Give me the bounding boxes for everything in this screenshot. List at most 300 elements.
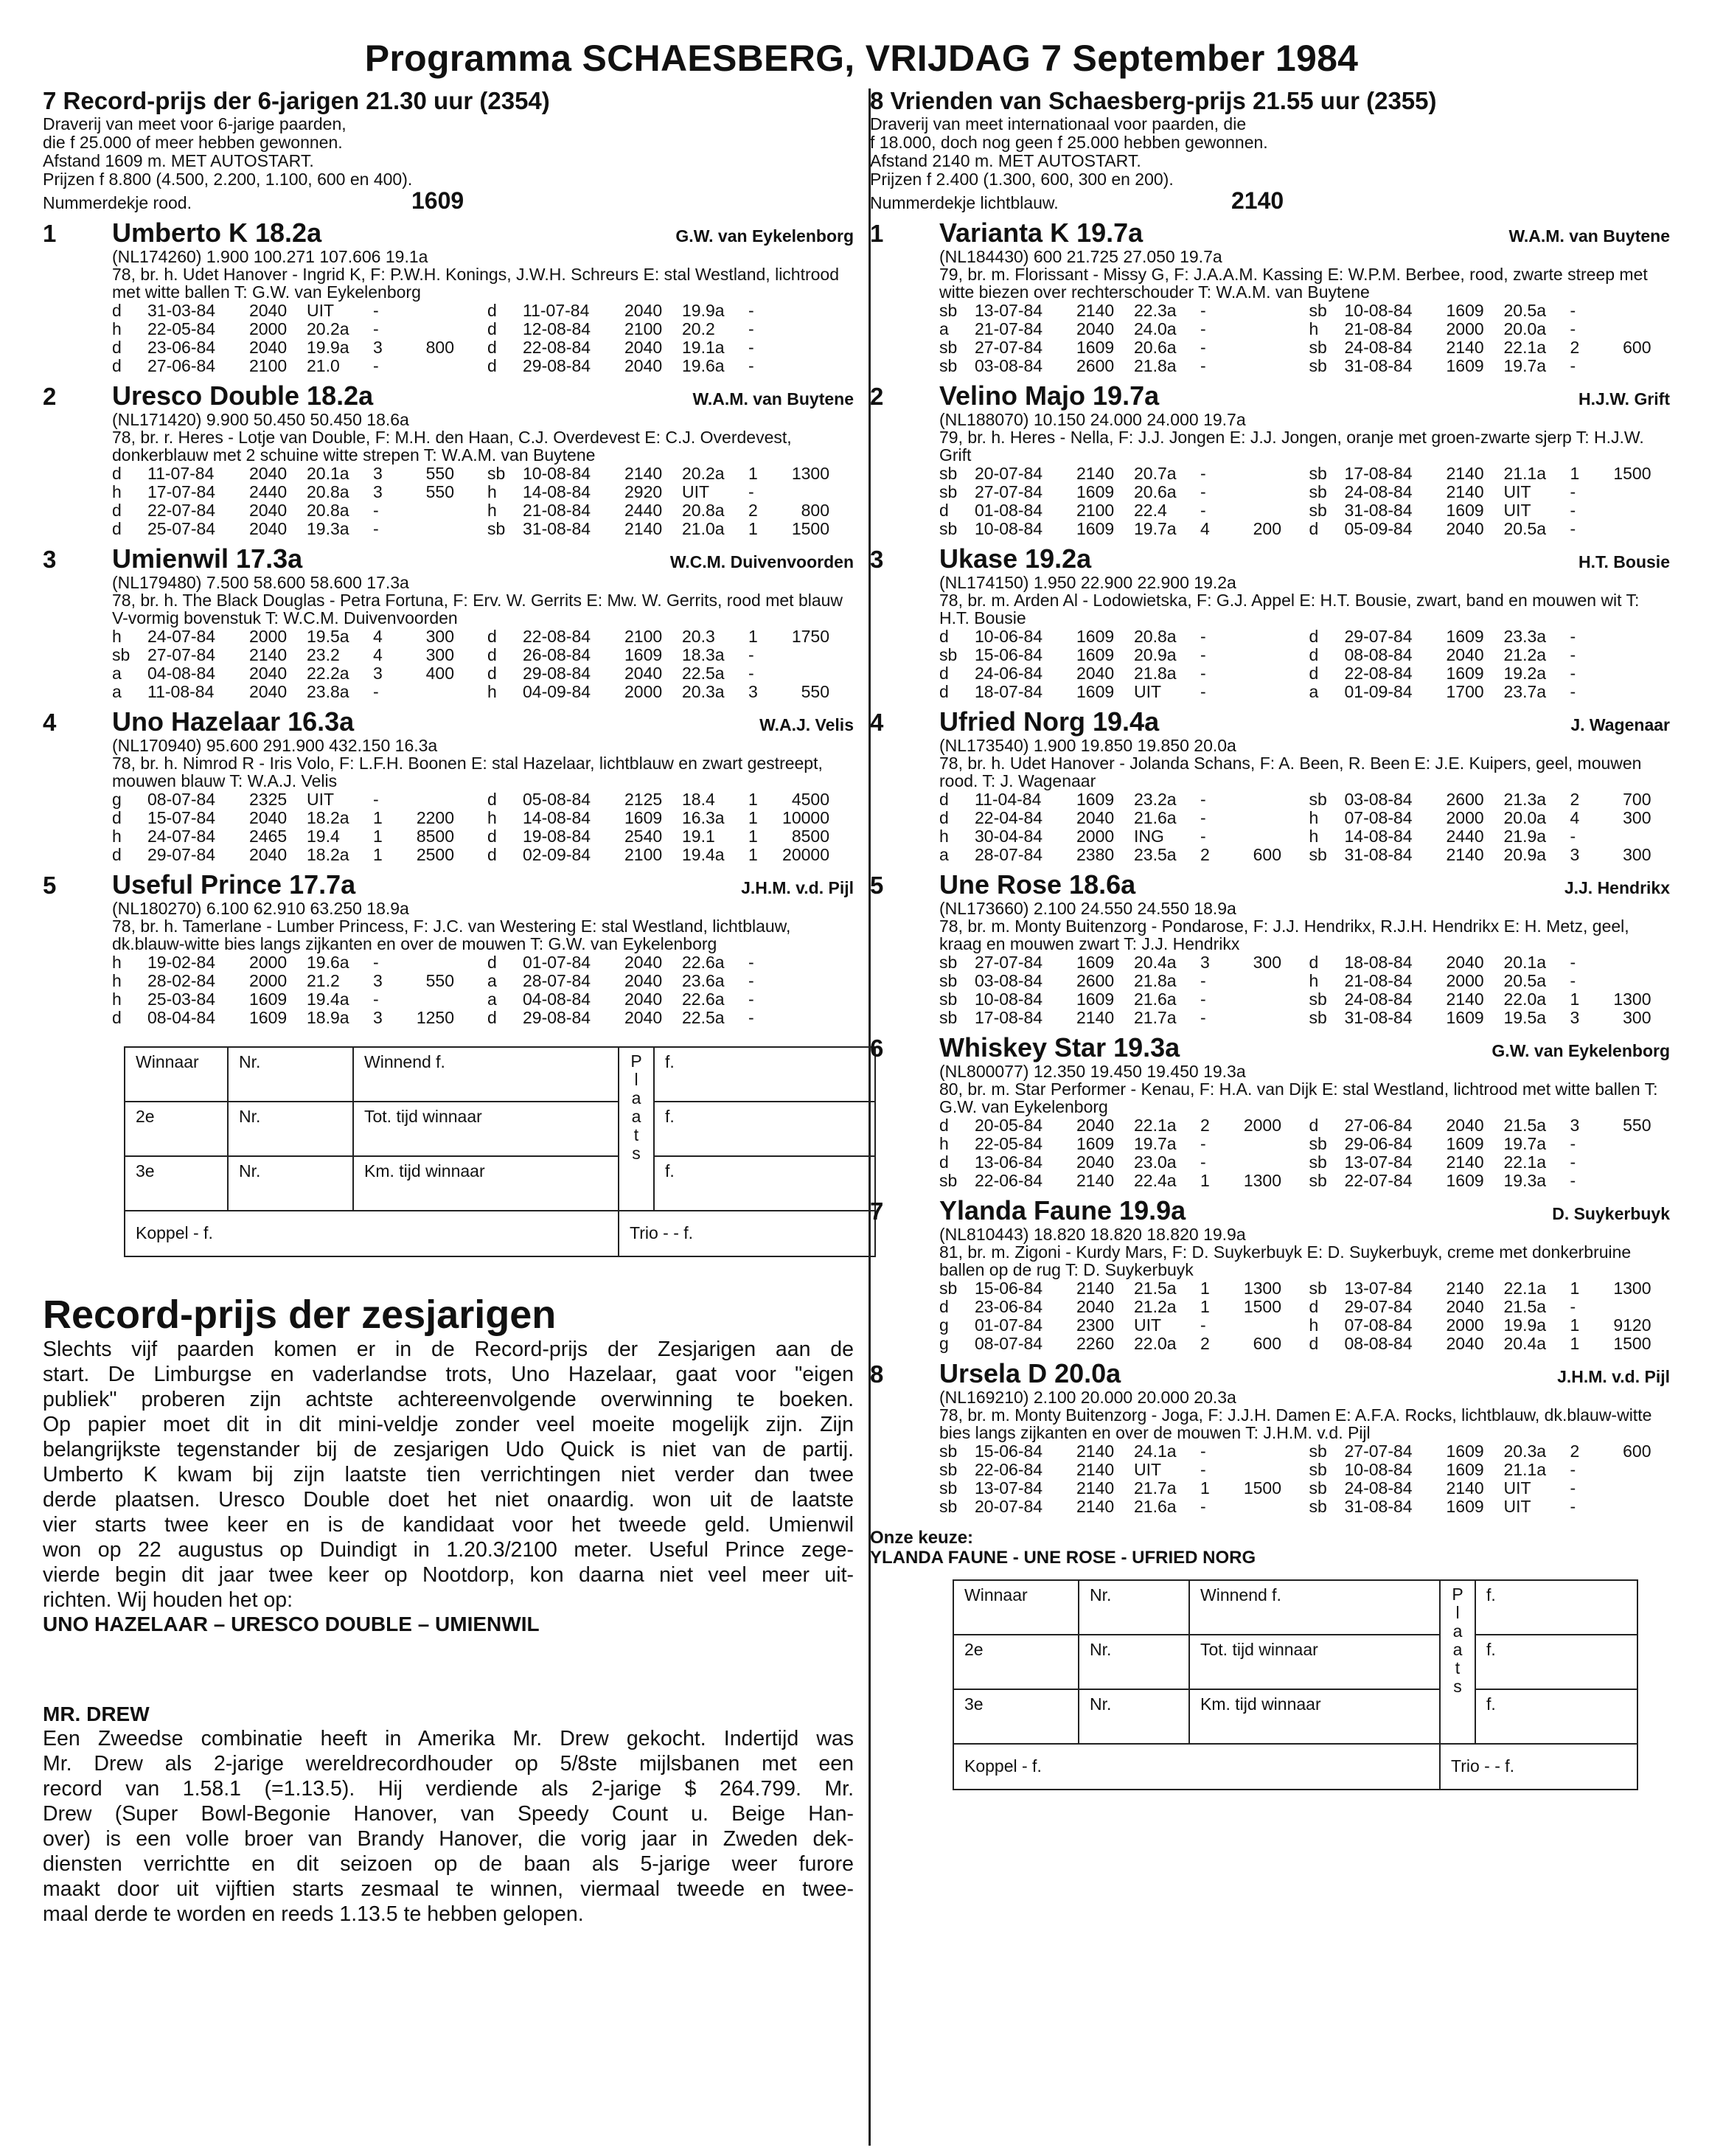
start-cell: 30-04-84 (975, 827, 1043, 846)
race-info-line: Nummerdekje lichtblauw. (870, 193, 1059, 212)
horse-number: 3 (870, 546, 884, 573)
start-cell: 23-06-84 (975, 1297, 1043, 1316)
tot-tijd-label: Tot. tijd winnaar (1189, 1635, 1440, 1689)
plaats-label (619, 1047, 654, 1211)
start-row (939, 357, 1301, 375)
start-results (939, 627, 1670, 701)
start-cell: d (112, 1008, 122, 1027)
start-cell: - (1200, 1497, 1206, 1516)
start-row (939, 1461, 1301, 1479)
winnaar-label: Winnaar (953, 1580, 1079, 1635)
start-cell: 550 (425, 464, 454, 483)
start-cell: 20.0a (1503, 808, 1547, 827)
start-cell: 1609 (1076, 790, 1115, 809)
start-cell: 01-07-84 (523, 953, 591, 972)
start-cell: - (1570, 1478, 1576, 1498)
start-cell: h (112, 953, 122, 972)
start-results (939, 302, 1670, 375)
race-heading: 8 Vrienden van Schaesberg-prijs 21.55 uur (2355) (870, 87, 1437, 114)
start-cell: 21.6a (1134, 990, 1177, 1009)
start-cell: 4 (1570, 808, 1580, 827)
start-cell: 22-04-84 (975, 808, 1043, 827)
horse-number: 4 (43, 709, 57, 736)
start-cell (778, 646, 829, 664)
start-row (939, 501, 1301, 520)
start-cell: - (748, 338, 754, 357)
start-cell: 19.1a (682, 338, 725, 357)
horse-entry (870, 1196, 1670, 1353)
start-cell: sb (1309, 301, 1327, 320)
start-cell: 21.6a (1134, 808, 1177, 827)
start-cell: 22-06-84 (975, 1171, 1043, 1190)
start-cell: 21.5a (1503, 1297, 1547, 1316)
start-cell: g (939, 1334, 949, 1353)
start-cell: 2 (1570, 338, 1580, 357)
start-cell: 22.5a (682, 1008, 725, 1027)
start-cell: 20-07-84 (975, 464, 1043, 483)
start-cell: d (112, 464, 122, 483)
start-cell: sb (1309, 1279, 1327, 1298)
start-cell (778, 302, 829, 320)
start-row (112, 627, 478, 646)
horse-trainer: W.C.M. Duivenvoorden (669, 552, 854, 571)
winnend-label: Winnend f. (1189, 1580, 1440, 1635)
start-cell: 23.7a (1503, 682, 1547, 701)
start-row (487, 664, 854, 683)
start-cell: 2 (1200, 1334, 1210, 1353)
start-cell: - (1570, 664, 1576, 683)
start-cell: 1300 (791, 464, 829, 483)
start-cell: 22.1a (1134, 1116, 1177, 1135)
start-row (487, 846, 854, 864)
start-cell: 20.5a (1503, 301, 1547, 320)
start-cell: sb (1309, 464, 1327, 483)
start-row (1309, 646, 1671, 664)
start-cell: 22.4 (1134, 501, 1167, 520)
nr-label: Nr. (228, 1156, 353, 1211)
start-row (112, 357, 478, 375)
race-heading: 7 Record-prijs der 6-jarigen 21.30 uur (2354) (43, 87, 550, 114)
start-cell: 17-08-84 (975, 1008, 1043, 1027)
text-line: diensten verrichtte en dit seizoen op de baan als 5-jarige weer furore (43, 1852, 854, 1876)
start-cell: - (1200, 1134, 1206, 1153)
tweede-label: 2e (953, 1635, 1079, 1689)
start-cell: 10-08-84 (523, 464, 591, 483)
text-line: Umberto K kwam bij zijn laatste tien verrichtingen niet verder dan twee (43, 1463, 854, 1486)
start-cell: 1609 (1446, 1171, 1484, 1190)
start-cell (1600, 1461, 1651, 1479)
start-cell: a (112, 664, 122, 683)
horse-trainer: J.J. Hendrikx (1564, 878, 1670, 897)
start-cell: 19.1 (682, 827, 715, 846)
start-row (112, 646, 478, 664)
start-row (112, 953, 478, 972)
start-cell (1600, 1153, 1651, 1172)
start-cell: 10-06-84 (975, 627, 1043, 646)
start-cell: 2380 (1076, 845, 1115, 864)
start-cell: UIT (1134, 682, 1162, 701)
start-cell: 1 (1570, 990, 1580, 1009)
start-cell: sb (1309, 790, 1327, 809)
start-row (112, 972, 478, 990)
start-cell: 08-08-84 (1344, 1334, 1413, 1353)
start-cell (1230, 1153, 1281, 1172)
start-cell: 2040 (249, 519, 288, 538)
start-cell: 21.3a (1503, 790, 1547, 809)
start-cell: 29-08-84 (523, 356, 591, 375)
start-cell: - (1200, 645, 1206, 664)
start-cell: - (1570, 501, 1576, 520)
start-cell: - (1200, 990, 1206, 1009)
start-cell: 19.3a (1503, 1171, 1547, 1190)
start-cell: 1 (373, 827, 383, 846)
start-cell: 2600 (1076, 356, 1115, 375)
mr-drew-body (43, 1726, 854, 1927)
start-cell: 23-06-84 (147, 338, 216, 357)
start-cell (1230, 501, 1281, 520)
start-cell: - (1570, 1152, 1576, 1172)
left-column (43, 87, 854, 1927)
f-label: f. (1475, 1580, 1637, 1635)
start-cell: 1609 (1076, 645, 1115, 664)
start-cell (1230, 627, 1281, 646)
start-row (112, 827, 478, 846)
horse-number: 2 (870, 383, 884, 410)
start-cell: 21-08-84 (1344, 319, 1413, 338)
start-cell: 4 (373, 627, 383, 646)
start-cell: 13-07-84 (1344, 1279, 1413, 1298)
start-cell: h (487, 501, 497, 520)
start-cell: 18.3a (682, 645, 725, 664)
nr-label: Nr. (228, 1047, 353, 1102)
horse-header (939, 218, 1670, 248)
horse-header (939, 1196, 1670, 1225)
start-cell: 2140 (1076, 1008, 1115, 1027)
start-row (939, 1172, 1301, 1190)
start-cell: d (112, 356, 122, 375)
start-cell: h (112, 627, 122, 646)
start-cell: - (1570, 482, 1576, 501)
horse-stats: (NL169210) 2.100 20.000 20.000 20.3a (939, 1388, 1236, 1407)
start-cell (1600, 627, 1651, 646)
start-cell: 03-08-84 (975, 356, 1043, 375)
start-cell: 1500 (1243, 1478, 1281, 1498)
start-cell: d (487, 338, 497, 357)
start-cell: 20.3a (682, 682, 725, 701)
start-cell: sb (939, 1478, 958, 1498)
start-row (112, 465, 478, 483)
start-row (1309, 1116, 1671, 1135)
start-cell: h (939, 1134, 949, 1153)
horse-header (939, 1033, 1670, 1063)
start-cell: - (1200, 1460, 1206, 1479)
start-cell: 31-08-84 (1344, 501, 1413, 520)
start-row (939, 1335, 1301, 1353)
start-cell: - (1570, 627, 1576, 646)
start-cell: - (1200, 808, 1206, 827)
start-row (1309, 827, 1671, 846)
start-cell: 21.1a (1503, 1460, 1547, 1479)
start-cell: sb (1309, 482, 1327, 501)
start-cell: 2040 (1446, 1116, 1484, 1135)
start-cell: 1609 (1446, 1008, 1484, 1027)
start-cell: 1 (1570, 1315, 1580, 1335)
start-cell: 31-03-84 (147, 301, 216, 320)
start-cell: 20.4a (1503, 1334, 1547, 1353)
start-cell: 22.5a (682, 664, 725, 683)
start-cell (1230, 465, 1281, 483)
start-cell: 21.7a (1134, 1008, 1177, 1027)
start-row (939, 683, 1301, 701)
start-row (112, 809, 478, 827)
start-cell: 1 (748, 519, 758, 538)
horse-header (112, 381, 854, 411)
start-cell: h (112, 482, 122, 501)
start-cell: UIT (1503, 482, 1531, 501)
start-cell: 01-08-84 (975, 501, 1043, 520)
start-cell: d (939, 682, 949, 701)
race-distance: 2140 (1231, 187, 1284, 214)
start-cell: 18.9a (307, 1008, 349, 1027)
start-cell: 1609 (1076, 953, 1115, 972)
start-cell: 15-06-84 (975, 645, 1043, 664)
start-cell (1600, 646, 1651, 664)
start-row (1309, 1498, 1671, 1516)
start-row (487, 790, 854, 809)
start-row (939, 627, 1301, 646)
start-cell: 1609 (1446, 664, 1484, 683)
start-cell: 2140 (1446, 990, 1484, 1009)
start-cell: h (1309, 808, 1319, 827)
start-row (939, 1116, 1301, 1135)
start-cell: 24.0a (1134, 319, 1177, 338)
start-cell: h (1309, 319, 1319, 338)
plaats-vertical-text: P l a a t s (630, 1051, 642, 1163)
start-cell: 2040 (1076, 319, 1115, 338)
start-row (939, 646, 1301, 664)
horse-list (870, 218, 1670, 1516)
start-cell: 3 (1570, 1116, 1580, 1135)
start-cell (778, 357, 829, 375)
start-cell: 1609 (1446, 1442, 1484, 1461)
start-cell: 07-08-84 (1344, 808, 1413, 827)
start-cell: 1 (748, 845, 758, 864)
start-cell: 21.6a (1134, 1497, 1177, 1516)
start-row (939, 809, 1301, 827)
start-cell: 21.9a (1503, 827, 1547, 846)
start-cell (1230, 809, 1281, 827)
start-cell: d (487, 664, 497, 683)
start-cell: 28-07-84 (523, 971, 591, 990)
f-label: f. (654, 1102, 875, 1156)
start-cell: h (939, 827, 949, 846)
start-cell: 23.8a (307, 682, 349, 701)
start-cell (1600, 683, 1651, 701)
start-cell: 20.2 (682, 319, 715, 338)
start-cell: 1609 (249, 1008, 288, 1027)
start-cell: 550 (425, 482, 454, 501)
start-cell: 1609 (1076, 519, 1115, 538)
start-cell: 21.2 (307, 971, 340, 990)
start-cell: 1 (373, 845, 383, 864)
start-cell: 2040 (249, 845, 288, 864)
horse-name: Velino Majo 19.7a (939, 380, 1160, 411)
start-cell: 22.2a (307, 664, 349, 683)
start-cell: 2040 (249, 338, 288, 357)
start-cell: 1300 (1613, 1279, 1651, 1298)
start-cell: d (487, 627, 497, 646)
start-cell: 2140 (1076, 464, 1115, 483)
start-cell: 19.4a (307, 990, 349, 1009)
start-cell: - (1570, 645, 1576, 664)
start-cell: 1 (1200, 1297, 1210, 1316)
start-row (1309, 627, 1671, 646)
start-row (939, 790, 1301, 809)
start-cell: 1 (748, 827, 758, 846)
start-row (112, 302, 478, 320)
start-cell: - (1570, 827, 1576, 846)
start-cell: - (1200, 1315, 1206, 1335)
start-cell (1230, 683, 1281, 701)
horse-name: Whiskey Star 19.3a (939, 1032, 1180, 1063)
start-row (1309, 1479, 1671, 1498)
start-cell (778, 1009, 829, 1027)
start-cell: 1609 (1446, 1460, 1484, 1479)
horse-number: 8 (870, 1360, 884, 1388)
start-cell: 21.5a (1503, 1116, 1547, 1135)
start-cell: 2440 (249, 482, 288, 501)
start-cell (1230, 972, 1281, 990)
right-column (870, 87, 1670, 1790)
start-cell: 24-07-84 (147, 827, 216, 846)
horse-name: Varianta K 19.7a (939, 218, 1144, 248)
start-cell: 22-06-84 (975, 1460, 1043, 1479)
race-info (870, 115, 1670, 212)
start-cell: 2040 (1446, 1297, 1484, 1316)
start-cell: 2140 (1076, 1460, 1115, 1479)
start-row (112, 483, 478, 501)
start-cell: 1500 (1243, 1297, 1281, 1316)
start-cell: 23.2a (1134, 790, 1177, 809)
start-cell: - (1200, 627, 1206, 646)
start-cell (403, 357, 454, 375)
horse-description: 81, br. m. Zigoni - Kurdy Mars, F: D. Suykerbuyk E: D. Suykerbuyk, creme met donkerbruine ballen op de rug T: D. Suykerbuyk (939, 1242, 1632, 1279)
start-cell: d (939, 1152, 949, 1172)
start-cell (403, 990, 454, 1009)
start-cell (1230, 990, 1281, 1009)
start-row (112, 1009, 478, 1027)
start-row (487, 357, 854, 375)
text-line: record van 1.58.1 (=1.13.5). Hij verdiende als 2-jarige $ 264.799. Mr. (43, 1777, 854, 1801)
start-cell: 700 (1623, 790, 1651, 809)
start-cell: 22.1a (1503, 1152, 1547, 1172)
start-row (939, 1316, 1301, 1335)
horse-entry (870, 218, 1670, 375)
start-cell: 550 (801, 682, 829, 701)
start-cell: 20-07-84 (975, 1497, 1043, 1516)
start-cell: 2000 (1446, 808, 1484, 827)
start-results (112, 953, 854, 1027)
start-cell: 28-07-84 (975, 845, 1043, 864)
start-cell: 23.0a (1134, 1152, 1177, 1172)
start-cell: 2040 (1076, 808, 1115, 827)
start-cell: 04-09-84 (523, 682, 591, 701)
start-row (1309, 683, 1671, 701)
start-cell: 1 (1570, 1279, 1580, 1298)
race-info-line: f 18.000, doch nog geen f 25.000 hebben gewonnen. (870, 133, 1268, 152)
start-cell: 22.0a (1503, 990, 1547, 1009)
start-cell: - (1570, 971, 1576, 990)
start-row (939, 320, 1301, 338)
start-row (112, 320, 478, 338)
start-cell: sb (939, 482, 958, 501)
text-line: start. De Limburgse en vaderlandse trots, Uno Hazelaar, gaat voor "eigen (43, 1363, 854, 1386)
start-cell: 2140 (1076, 1478, 1115, 1498)
horse-entry (43, 381, 854, 538)
start-row (939, 465, 1301, 483)
start-cell: 28-02-84 (147, 971, 216, 990)
start-cell: UIT (307, 301, 335, 320)
start-cell: 20.6a (1134, 482, 1177, 501)
start-cell: 2040 (249, 808, 288, 827)
start-cell: 20.5a (1503, 971, 1547, 990)
start-cell: sb (1309, 1134, 1327, 1153)
start-cell (1600, 1135, 1651, 1153)
horse-trainer: W.A.J. Velis (759, 715, 854, 734)
start-cell: sb (939, 1442, 958, 1461)
start-cell: - (748, 971, 754, 990)
start-cell: 20.4a (1134, 953, 1177, 972)
start-cell (1600, 302, 1651, 320)
start-cell: 2040 (249, 682, 288, 701)
start-cell: 4 (1200, 519, 1210, 538)
start-cell: 1 (1570, 464, 1580, 483)
start-cell: 22-08-84 (523, 627, 591, 646)
start-cell: d (1309, 1334, 1319, 1353)
start-cell: - (748, 953, 754, 972)
horse-number: 1 (870, 220, 884, 247)
horse-trainer: W.A.M. van Buytene (692, 389, 854, 408)
horse-number: 6 (870, 1034, 884, 1062)
start-cell: 3 (1570, 845, 1580, 864)
article-pick: UNO HAZELAAR – URESCO DOUBLE – UMIENWIL (43, 1613, 540, 1635)
start-cell: 17-08-84 (1344, 464, 1413, 483)
start-cell: 2140 (1446, 482, 1484, 501)
winnaar-label: Winnaar (125, 1047, 228, 1102)
start-cell: 20.1a (307, 464, 349, 483)
start-cell: 2140 (1076, 301, 1115, 320)
start-cell: sb (939, 301, 958, 320)
start-cell: 10-08-84 (975, 519, 1043, 538)
start-row (939, 990, 1301, 1009)
start-cell: 1609 (1076, 482, 1115, 501)
start-cell: - (1200, 1008, 1206, 1027)
text-line: publiek" proberen zijn achtste achtereenvolgende overwinning te boeken. (43, 1388, 854, 1411)
start-cell: 15-07-84 (147, 808, 216, 827)
article-body (43, 1337, 854, 1613)
start-cell: 600 (1253, 845, 1281, 864)
start-cell: - (1570, 1171, 1576, 1190)
horse-name: Une Rose 18.6a (939, 869, 1136, 900)
start-cell: 15-06-84 (975, 1279, 1043, 1298)
horse-stats: (NL173660) 2.100 24.550 24.550 18.9a (939, 899, 1236, 918)
start-cell: h (1309, 827, 1319, 846)
start-cell: 2040 (249, 301, 288, 320)
start-cell: - (748, 664, 754, 683)
start-row (939, 972, 1301, 990)
horse-stats: (NL179480) 7.500 58.600 58.600 17.3a (112, 573, 409, 592)
horse-description: 80, br. m. Star Performer - Kenau, F: H.A. van Dijk E: stal Westland, lichtrood met witte ballen T: G.W. van Eykelenborg (939, 1079, 1658, 1116)
